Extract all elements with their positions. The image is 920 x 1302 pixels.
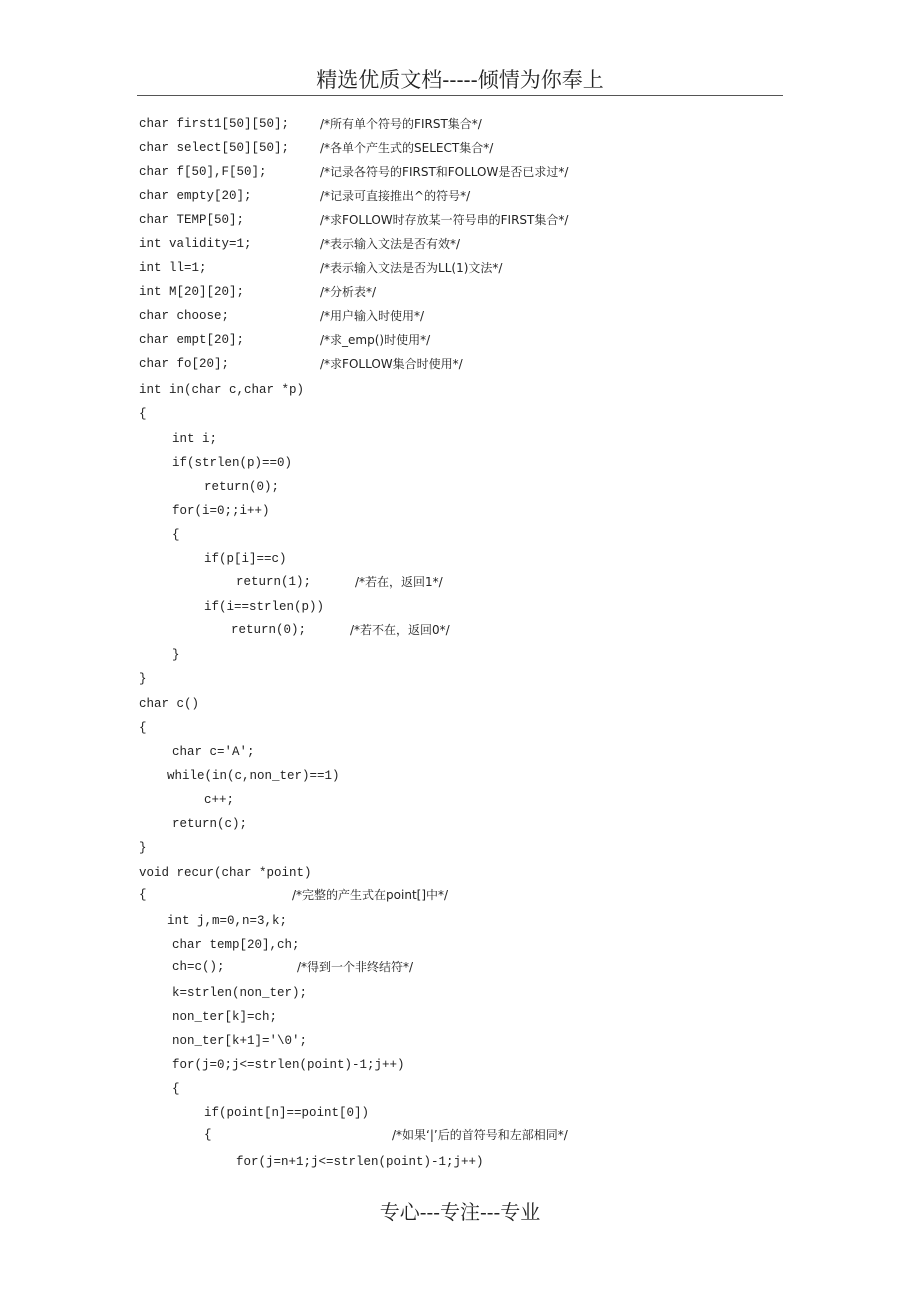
code-line: for(i=0;;i++) [172,504,270,518]
code-line: for(j=0;j<=strlen(point)-1;j++) [172,1058,405,1072]
code-line: char c() [139,697,200,711]
code-line: if(i==strlen(p)) [204,600,325,614]
code-line: return(c); [172,817,248,831]
code-comment: /*求FOLLOW集合时使用*/ [320,357,463,371]
page-header-title: 精选优质文档-----倾情为你奉上 [316,68,604,92]
code-line: char first1[50][50]; [139,117,290,131]
code-line: non_ter[k+1]='\0'; [172,1034,308,1048]
code-line: ch=c(); [172,960,225,974]
code-line: char fo[20]; [139,357,230,371]
code-line: int j,m=0,n=3,k; [167,914,288,928]
code-line: char empty[20]; [139,189,252,203]
code-comment: /*求FOLLOW时存放某一符号串的FIRST集合*/ [320,213,569,227]
page-footer-text: 专心---专注---专业 [379,1200,541,1224]
code-line: if(p[i]==c) [204,552,287,566]
code-line: { [139,407,147,421]
code-line: char empt[20]; [139,333,245,347]
code-line: c++; [204,793,235,807]
code-line: for(j=n+1;j<=strlen(point)-1;j++) [236,1155,484,1169]
code-comment: /*得到一个非终结符*/ [297,960,414,974]
code-line: char TEMP[50]; [139,213,245,227]
code-line: } [139,841,147,855]
code-line: } [139,672,147,686]
code-comment: /*若不在，返回0*/ [350,623,450,637]
code-line: { [172,1082,180,1096]
code-comment: /*所有单个符号的FIRST集合*/ [320,117,482,131]
code-line: if(point[n]==point[0]) [204,1106,370,1120]
code-comment: /*求_emp()时使用*/ [320,333,431,347]
code-line: { [172,528,180,542]
code-comment: /*各单个产生式的SELECT集合*/ [320,141,494,155]
code-line: char c='A'; [172,745,255,759]
code-comment: /*用户输入时使用*/ [320,309,425,323]
code-line: int ll=1; [139,261,207,275]
code-comment: /*表示输入文法是否有效*/ [320,237,461,251]
code-comment: /*表示输入文法是否为LL(1)文法*/ [320,261,503,275]
code-line: void recur(char *point) [139,866,312,880]
code-line: return(0); [204,480,280,494]
code-line: char temp[20],ch; [172,938,300,952]
code-comment: /*如果‘|’后的首符号和左部相同*/ [392,1128,568,1142]
code-line: non_ter[k]=ch; [172,1010,278,1024]
code-line: char select[50][50]; [139,141,290,155]
code-line: } [172,648,180,662]
code-comment: /*完整的产生式在point[]中*/ [292,888,449,902]
code-line: int in(char c,char *p) [139,383,305,397]
code-line: return(0); [231,623,307,637]
code-line: { [139,888,147,902]
code-line: while(in(c,non_ter)==1) [167,769,340,783]
code-line: k=strlen(non_ter); [172,986,308,1000]
code-line: if(strlen(p)==0) [172,456,293,470]
code-line: int M[20][20]; [139,285,245,299]
code-line: int i; [172,432,218,446]
code-comment: /*若在，返回1*/ [355,575,443,589]
code-line: char f[50],F[50]; [139,165,267,179]
code-comment: /*记录可直接推出^的符号*/ [320,189,471,203]
code-comment: /*记录各符号的FIRST和FOLLOW是否已求过*/ [320,165,569,179]
code-line: int validity=1; [139,237,252,251]
code-line: { [139,721,147,735]
code-line: return(1); [236,575,312,589]
code-comment: /*分析表*/ [320,285,377,299]
code-line: { [204,1128,212,1142]
code-line: char choose; [139,309,230,323]
